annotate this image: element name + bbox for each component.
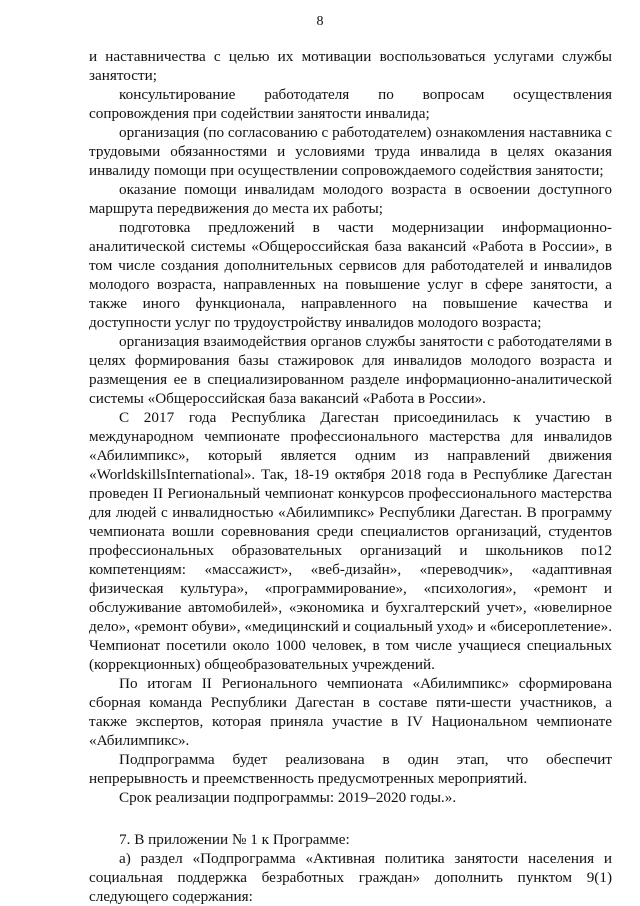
paragraph-mentor-familiarization: организация (по согласованию с работодателем) ознакомления наставника с трудовыми обязанностями и условиями труда инвалида в целях оказания инвалиду помощи при осуществлении сопровождаемого содействия занятости; xyxy=(89,124,612,179)
paragraph-section-amendment: а) раздел «Подпрограмма «Активная политика занятости населения и социальная поддержка безработных граждан» дополнить пунктом 9(1) следующего содержания: xyxy=(89,850,612,905)
paragraph-internship-base: организация взаимодействия органов службы занятости с работодателями в целях формирования базы стажировок для инвалидов молодого возраста и размещения ее в специализированном разделе информационно-аналитической системы «Общероссийская база вакансий «Работа в России». xyxy=(89,333,612,407)
paragraph-abilympics-championship: С 2017 года Республика Дагестан присоединилась к участию в международном чемпионате профессионального мастерства для инвалидов «Абилимпикс», который является одним из направлений движения «WorldskillsInternational». Так, 18-19 октября 2018 года в Республике Дагестан проведен II Региональный чемпионат конкурсов профессионального мастерства для людей с инвалидностью «Абилимпикс» Республики Дагестан. В программу чемпионата вошли соревнования среди специалистов организаций, студентов профессиональных образовательных организаций и школьников по12 компетенциям: «массажист», «веб-дизайн», «переводчик», «адаптивная физическая культура», «программирование», «психология», «ремонт и обслуживание автомобилей», «экономика и бухгалтерский учет», «ювелирное дело», «ремонт обуви», «медицинский и социальный уход» и «бисероплетение». Чемпионат посетили около 1000 человек, в том числе учащиеся специальных (коррекционных) общеобразовательных учреждений. xyxy=(89,409,612,673)
paragraph-employer-consulting: консультирование работодателя по вопросам осуществления сопровождения при содействии занятости инвалида; xyxy=(89,86,612,122)
paragraph-mentoring: и наставничества с целью их мотивации воспользоваться услугами службы занятости; xyxy=(89,48,612,84)
paragraph-route-assistance: оказание помощи инвалидам молодого возраста в освоении доступного маршрута передвижения до места их работы; xyxy=(89,181,612,217)
page-number: 8 xyxy=(316,14,324,29)
paragraph-championship-results: По итогам II Регионального чемпионата «Абилимпикс» сформирована сборная команда Республики Дагестан в составе пяти-шести участников, а также экспертов, которая приняла участие в IV Национальном чемпионате «Абилимпикс». xyxy=(89,675,612,749)
paragraph-system-modernization: подготовка предложений в части модернизации информационно-аналитической системы «Общероссийская база вакансий «Работа в России», в том числе создания дополнительных сервисов для работодателей и инвалидов молодого возраста, направленных на повышение услуг в сфере занятости, а также иного функционала, направленного на повышение качества и доступности услуг по трудоустройству инвалидов молодого возраста; xyxy=(89,219,612,331)
paragraph-single-stage: Подпрограмма будет реализована в один этап, что обеспечит непрерывность и преемственность предусмотренных мероприятий. xyxy=(89,751,612,787)
paragraph-appendix-item: 7. В приложении № 1 к Программе: xyxy=(119,831,350,848)
document-body xyxy=(89,47,612,906)
paragraph-implementation-period: Срок реализации подпрограммы: 2019–2020 годы.». xyxy=(119,789,457,806)
